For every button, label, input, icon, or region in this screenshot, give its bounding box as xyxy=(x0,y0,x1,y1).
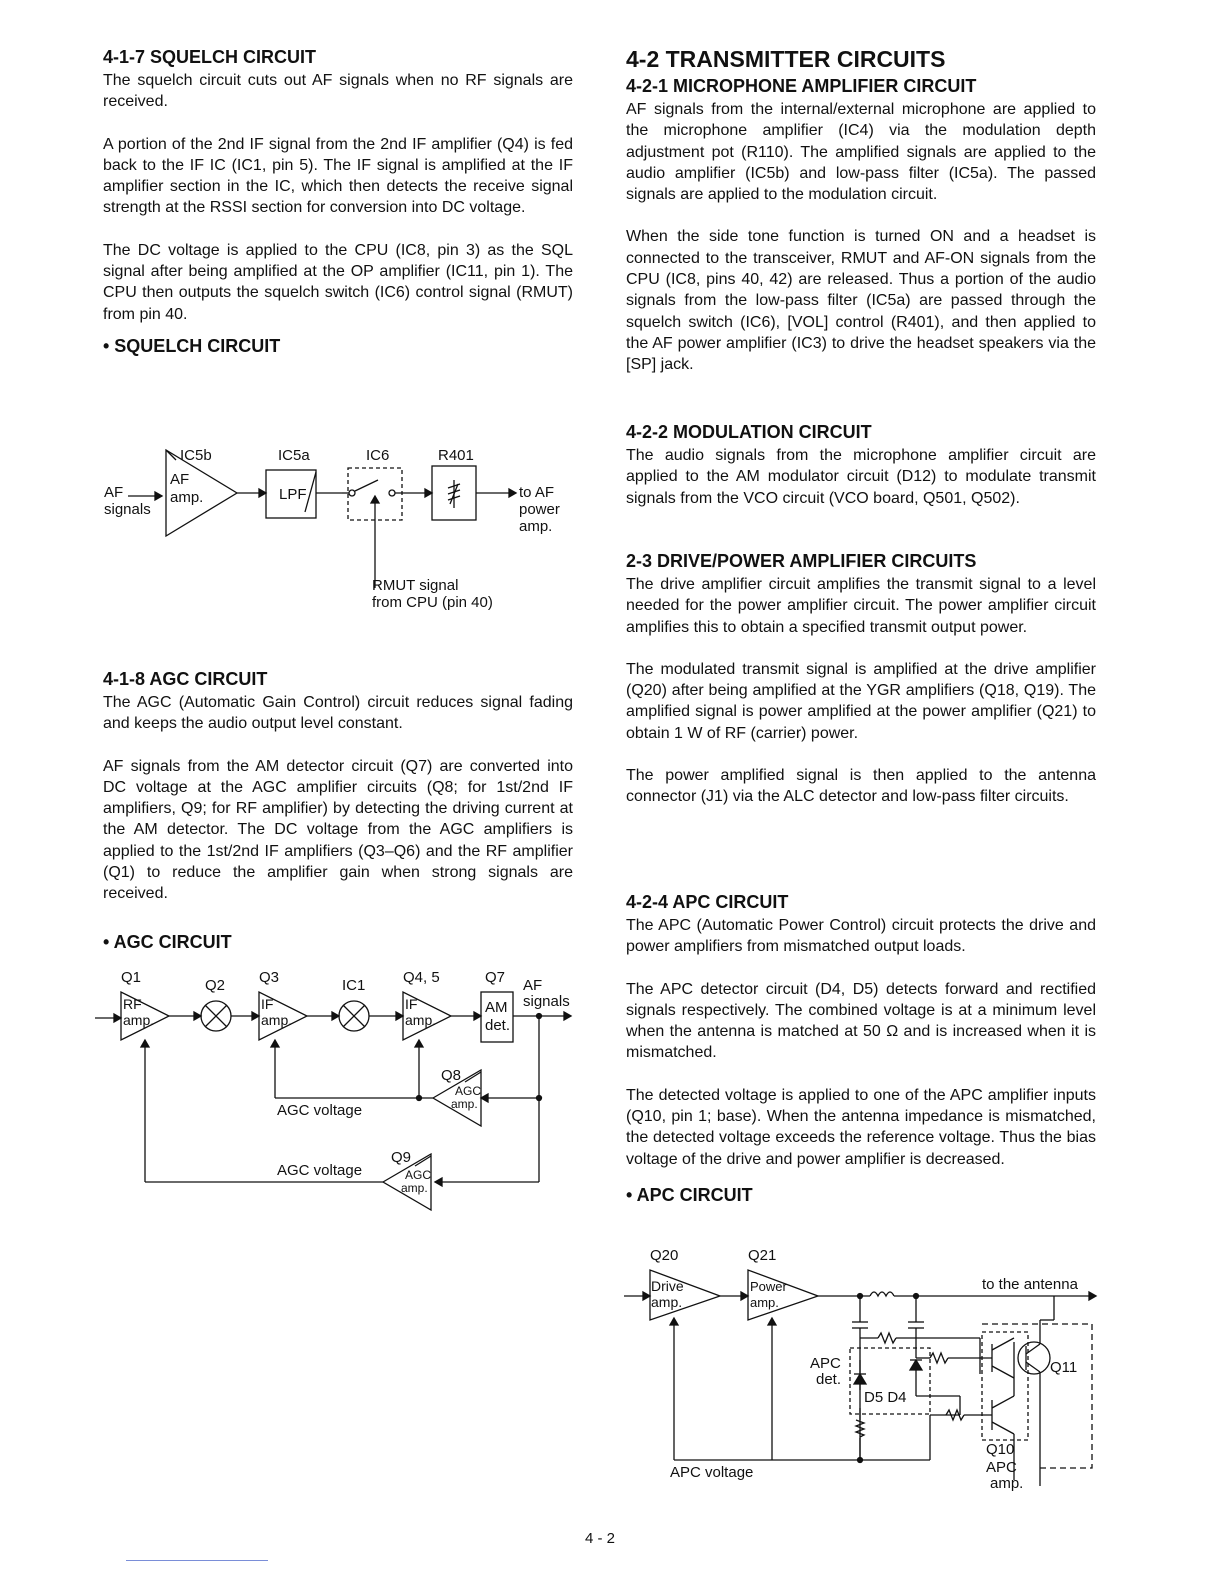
apc-paragraph-3: The detected voltage is applied to one of the APC amplifier inputs (Q10, pin 1; base). When the antenna impedance is mismatched, the detected voltage exceeds the reference voltage. Thus the bias voltage of the drive and power amplifier is decreased. xyxy=(626,1086,1096,1168)
apc-det-label-2: det. xyxy=(816,1371,842,1388)
q9-label: Q9 xyxy=(391,1149,412,1166)
apc-amp-label-1: APC xyxy=(986,1459,1017,1476)
squelch-paragraph-2: A portion of the 2nd IF signal from the 2nd IF amplifier (Q4) is fed back to the IF IC (IC1, pin 5). The IF signal is amplified at the IF amplifier section in the IC, which then detects the receive signal strength at the RSSI section for conversion into DC voltage. xyxy=(103,135,573,217)
right-column xyxy=(626,46,1096,376)
q7-label: Q7 xyxy=(485,969,506,986)
am-det-label-2: det. xyxy=(485,1017,511,1034)
ic5a-label: IC5a xyxy=(278,447,310,464)
squelch-paragraph-3: The DC voltage is applied to the CPU (IC8, pin 3) as the SQL signal after being amplified at the OP amplifier (IC11, pin 1). The CPU then outputs the squelch switch (IC6) control signal (RMUT) from pin 40. xyxy=(103,241,573,323)
drive-amp-label-1: Drive xyxy=(651,1278,684,1294)
mic-amp-paragraph-2: When the side tone function is turned ON and a headset is connected to the transceiver, RMUT and AF-ON signals from the CPU (IC8, pins 40, 42) are released. Thus a portion of the audio signals from the low-pass filter (IC5a) are passed through the squelch switch (IC6), [VOL] control (R401), and then applied to the AF power amplifier (IC3) to drive the headset speakers via the [SP] jack. xyxy=(626,228,1096,374)
power-amp-label-1: Power xyxy=(750,1279,787,1294)
q11-transistor xyxy=(1018,1342,1050,1374)
ic5b-label: IC5b xyxy=(180,447,212,464)
rmut-label-1: RMUT signal xyxy=(372,577,459,594)
q9-agc-label-1: AGC xyxy=(405,1168,432,1182)
squelch-heading: 4-1-7 SQUELCH CIRCUIT xyxy=(103,47,317,67)
drive-amp-label-2: amp. xyxy=(651,1294,683,1310)
af-amp-label-2: amp. xyxy=(170,489,204,506)
q45-label: Q4, 5 xyxy=(403,969,440,986)
power-amp-label-2: amp. xyxy=(750,1295,779,1310)
am-det-label-1: AM xyxy=(485,999,508,1016)
q8-agc-label-1: AGC xyxy=(455,1084,482,1098)
drive-section xyxy=(626,550,1096,808)
lpf-label: LPF xyxy=(279,486,307,503)
agc-section xyxy=(103,668,573,953)
af-amp-label-1: AF xyxy=(170,471,190,488)
r401-label: R401 xyxy=(438,447,474,464)
q2-label: Q2 xyxy=(205,977,226,994)
squelch-paragraph-1: The squelch circuit cuts out AF signals when no RF signals are received. xyxy=(103,72,573,111)
ic6-label: IC6 xyxy=(366,447,390,464)
rf-amp-label-1: RF xyxy=(123,996,142,1012)
squelch-diagram-title: • SQUELCH CIRCUIT xyxy=(103,335,281,356)
apc-heading: 4-2-4 APC CIRCUIT xyxy=(626,892,789,912)
q3-label: Q3 xyxy=(259,969,280,986)
squelch-diagram xyxy=(100,440,570,620)
q8-agc-label-2: amp. xyxy=(451,1097,478,1111)
q9-agc-label-2: amp. xyxy=(401,1181,428,1195)
af-signals-label-1: AF xyxy=(104,484,124,501)
rmut-label-2: from CPU (pin 40) xyxy=(372,594,493,611)
apc-section xyxy=(626,891,1096,1206)
af-out-label-1: AF xyxy=(523,977,543,994)
footer-rule xyxy=(126,1560,268,1561)
apc-diagram-title: • APC CIRCUIT xyxy=(626,1184,753,1205)
agc-heading: 4-1-8 AGC CIRCUIT xyxy=(103,669,268,689)
apc-voltage-label: APC voltage xyxy=(670,1464,754,1481)
modulation-section xyxy=(626,421,1096,509)
agc-voltage-label-2: AGC voltage xyxy=(277,1162,363,1179)
q21-label: Q21 xyxy=(748,1247,777,1264)
apc-paragraph-2: The APC detector circuit (D4, D5) detects forward and rectified signals respectively. The combined voltage is at a minimum level when the antenna is matched at 50 Ω and is increased when it is mismatched. xyxy=(626,980,1096,1062)
agc-diagram-title: • AGC CIRCUIT xyxy=(103,931,232,952)
d5-d4-label: D5 D4 xyxy=(864,1389,907,1406)
to-af-label-2: power xyxy=(519,501,560,518)
modulation-paragraph-1: The audio signals from the microphone amplifier circuit are applied to the AM modulator circuit (D12) to modulate transmit signals from the VCO circuit (VCO board, Q501, Q502). xyxy=(626,447,1096,507)
apc-amp-label-2: amp. xyxy=(990,1475,1024,1492)
apc-paragraph-1: The APC (Automatic Power Control) circuit protects the drive and power amplifiers from mismatched output loads. xyxy=(626,917,1096,956)
drive-heading: 2-3 DRIVE/POWER AMPLIFIER CIRCUITS xyxy=(626,551,977,571)
modulation-heading: 4-2-2 MODULATION CIRCUIT xyxy=(626,422,872,442)
q1-label: Q1 xyxy=(121,969,142,986)
rf-amp-label-2: amp. xyxy=(123,1012,155,1028)
apc-det-label-1: APC xyxy=(810,1355,841,1372)
mic-amp-heading: 4-2-1 MICROPHONE AMPLIFIER CIRCUIT xyxy=(626,76,977,96)
agc-paragraph-2: AF signals from the AM detector circuit (Q7) are converted into DC voltage at the AGC amplifier circuits (Q8; for 1st/2nd IF amplifiers, Q9; for RF amplifier) by detecting the driving current at the AM detector. The DC voltage from the AGC amplifiers is applied to the 1st/2nd IF amplifiers (Q3–Q6) and the RF amplifier (Q1) to reduce the amplifier gain when strong signals are received. xyxy=(103,757,573,903)
q11-label: Q11 xyxy=(1050,1359,1078,1376)
q8-label: Q8 xyxy=(441,1067,462,1084)
left-column xyxy=(103,46,573,357)
mic-amp-paragraph-1: AF signals from the internal/external microphone are applied to the microphone amplifier (IC4) via the modulation depth adjustment pot (R110). The amplified signals are applied to the audio amplifier (IC5b) and low-pass filter (IC5a). The passed signals are applied to the modulation circuit. xyxy=(626,101,1096,204)
transmitter-heading: 4-2 TRANSMITTER CIRCUITS xyxy=(626,46,946,72)
antenna-label: to the antenna xyxy=(982,1276,1078,1293)
af-out-label-2: signals xyxy=(523,993,570,1010)
if-amp-1-label-2: amp. xyxy=(261,1012,293,1028)
if-amp-1-label-1: IF xyxy=(261,996,274,1012)
agc-diagram xyxy=(95,962,575,1217)
q20-label: Q20 xyxy=(650,1247,679,1264)
page-number: 4 - 2 xyxy=(584,1530,615,1547)
agc-paragraph-1: The AGC (Automatic Gain Control) circuit reduces signal fading and keeps the audio output level constant. xyxy=(103,694,573,733)
drive-paragraph-2: The modulated transmit signal is amplified at the drive amplifier (Q20) after being amplified at the YGR amplifiers (Q18, Q19). The amplified signal is power amplified at the power amplifier (Q21) to obtain 1 W of RF (carrier) power. xyxy=(626,660,1096,742)
if-amp-2-label-1: IF xyxy=(405,996,418,1012)
drive-paragraph-1: The drive amplifier circuit amplifies the transmit signal to a level needed for the power amplifier circuit. The power amplifier circuit amplifies this to obtain a specified transmit output power. xyxy=(626,576,1096,636)
apc-diagram xyxy=(620,1240,1100,1495)
drive-paragraph-3: The power amplified signal is then applied to the antenna connector (J1) via the ALC detector and low-pass filter circuits. xyxy=(626,767,1096,806)
q10-label: Q10 xyxy=(986,1441,1015,1458)
af-signals-label-2: signals xyxy=(104,501,151,518)
if-amp-2-label-2: amp. xyxy=(405,1012,437,1028)
to-af-label-1: to AF xyxy=(519,484,555,501)
to-af-label-3: amp. xyxy=(519,518,553,535)
ic1-label: IC1 xyxy=(342,977,366,994)
agc-voltage-label-1: AGC voltage xyxy=(277,1102,363,1119)
